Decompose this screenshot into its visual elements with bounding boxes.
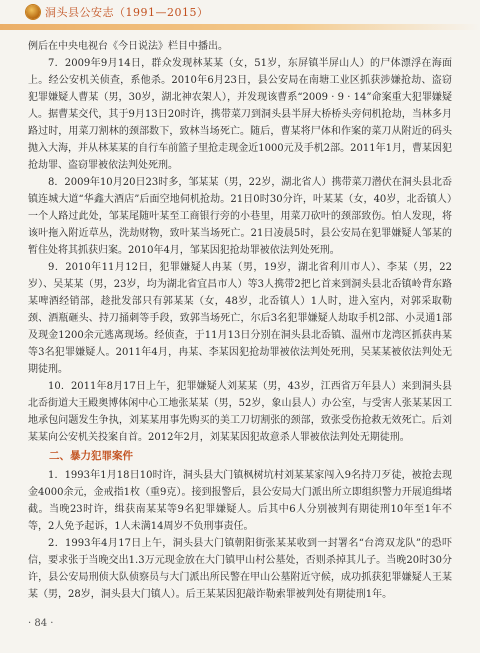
case-8-paragraph: 8．2009年10月20日23时多，邹某某（男，22岁，湖北省人）携带菜刀潜伏在洞头县北岙镇连城大道“华鑫大酒店”后面空地伺机抢劫。21日0时30分许，叶某某（女，40岁，北岙镇人）一个人路过此处，邹某尾随叶某至工商银行旁的小巷里，用菜刀砍叶的颈部致伤。怕人发现，将该叶拖入附近草丛，洗劫财物，致叶某当场死亡。21日凌晨5时，县公安局在犯罪嫌疑人邹某的暂住处将其抓获归案。2010年4月，邹某因犯抢劫罪被依法判处死刑。 <box>28 177 452 256</box>
case-7-paragraph: 7．2009年9月14日，群众发现林某某（女，51岁，东屏镇半屏山人）的尸体漂浮在海面上。经公安机关侦查，系他杀。2010年6月23日，县公安局在南塘工业区抓获涉嫌抢劫、盗窃犯罪嫌疑人曹某（男，30岁，湖北神农架人），并发现该曹系“2009 · 9 · 14”命案重大犯罪嫌疑人。据曹某交代，其于9月13日20时许，携带菜刀到洞头县半屏大桥桥头旁伺机抢劫，当林多月路过时，用菜刀割林的颈部数下，致林当场死亡。随后，曹某将尸体和作案的菜刀从附近的码头抛入大海，并从林某某的自行车前篮子里抢走现金近1000元及手机2部。2011年1月，曹某因犯抢劫罪、盗窃罪被依法判处死刑。 <box>28 58 452 171</box>
case-9-paragraph: 9．2010年11月12日，犯罪嫌疑人冉某（男，19岁，湖北省利川市人）、李某（男，22岁）、吴某某（男，23岁，均为湖北省宜昌市人）等3人携带2把匕首来到洞头县北岙镇岭背东路某啤酒经销部，趁批发部只有郭某某（女，48岁，北岙镇人）1人时，进入室内，对郭采取勒颈、酒瓶砸头、持刀捅刺等手段，致郭当场死亡，尔后3名犯罪嫌疑人劫取手机2部、小灵通1部及现金1200余元逃离现场。经侦查，于11月13日分别在洞头县北岙镇、温州市龙湾区抓获冉某等3名犯罪嫌疑人。2011年4月，冉某、李某因犯抢劫罪被依法判处死刑，吴某某被依法判处无期徒刑。 <box>28 262 452 375</box>
violent-case-2-paragraph: 2．1993年4月17日上午，洞头县大门镇朝阳街张某某收到一封署名“台湾双龙队”的恐吓信，要求张于当晚交出1.3万元现金放在大门镇甲山村公墓处，否则杀掉其儿子。当晚20时30分许，县公安局刑侦大队侦察员与大门派出所民警在甲山公墓附近守候，成功抓获犯罪嫌疑人王某某（男，28岁，洞头县大门镇人）。后王某某因犯敲诈勒索罪被判处有期徒刑1年。 <box>28 538 452 600</box>
paragraph-continuation: 例后在中央电视台《今日说法》栏目中播出。 <box>28 41 228 52</box>
page-header <box>0 0 480 34</box>
header-color-band <box>0 24 480 30</box>
header-title: 洞头县公安志（1991—2015） <box>45 6 209 19</box>
section-heading: 二、暴力犯罪案件 <box>49 450 133 462</box>
page-content <box>28 38 452 603</box>
case-10-paragraph: 10．2011年8月17日上午，犯罪嫌疑人刘某某（男，43岁，江西省万年县人）来到洞头县北岙街道大王殿奥博体闲中心工地张某某（男，52岁，象山县人）办公室，与受害人张某某因工地承包问题发生争执，刘某某用事先购买的美工刀切割张的颈部，致张受伤抢救无效死亡。后刘某某向公安机关投案自首。2012年2月，刘某某因犯故意杀人罪被依法判处无期徒刑。 <box>28 381 452 443</box>
emblem-icon <box>26 5 40 19</box>
violent-case-1-paragraph: 1．1993年1月18日10时许，洞头县大门镇枫树坑村刘某某家闯入9名持刀歹徒，被抢去现金4000余元，金戒指1枚（重9克）。接到报警后，县公安局大门派出所立即组织警力开展追缉堵截。当晚23时许，缉获南某某等9名犯罪嫌疑人。后其中6人分别被判有期徒刑10年至1年不等，2人免予起诉，1人未满14周岁不负刑事责任。 <box>28 470 452 532</box>
page-number: · 84 · <box>28 618 54 629</box>
